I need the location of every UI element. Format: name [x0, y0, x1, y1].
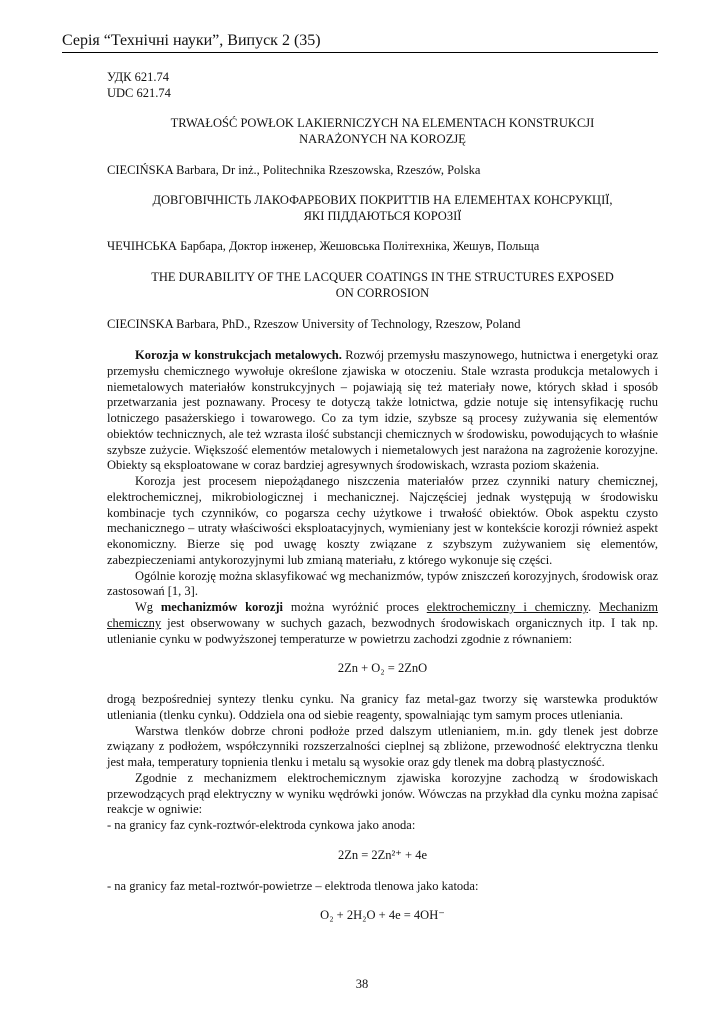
title-english-line2: ON CORROSION	[335, 285, 430, 300]
p4-part-e: .	[588, 600, 599, 614]
section-heading: Korozja w konstrukcjach metalowych.	[135, 348, 342, 362]
title-ukrainian	[107, 193, 658, 224]
title-english-line1: THE DURABILITY OF THE LACQUER COATINGS IN THE STRUCTURES EXPOSED	[151, 270, 614, 284]
equation-3: O₂ + 2H₂O + 4e = 4OH⁻	[320, 908, 445, 923]
paragraph-7: Zgodnie z mechanizmem elektrochemicznym zjawiska korozyjne zachodzą w środowiskach przewodzących prąd elektryczny w wyniku wędrówki jonów. Wówczas na przykład dla cynku można zapisać reakcje w ogniwie:	[107, 770, 658, 817]
author-english: CIECINSKA Barbara, PhD., Rzeszow University of Technology, Rzeszow, Poland	[107, 317, 521, 331]
paragraph-4	[107, 600, 658, 647]
journal-series-header: Серія “Технічні науки”, Випуск 2 (35)	[62, 31, 658, 53]
paragraph-8: - na granicy faz cynk-roztwór-elektroda cynkowa jako anoda:	[107, 818, 416, 832]
author-polish: CIECIŃSKA Barbara, Dr inż., Politechnika Rzeszowska, Rzeszów, Polska	[107, 163, 481, 177]
p4-underlined-mechanism: Mechanizm chemiczny	[107, 600, 658, 630]
udc-uk: УДК 621.74	[107, 70, 169, 84]
equation-1: 2Zn + O₂ = 2ZnO	[337, 661, 428, 676]
article-body	[107, 348, 658, 924]
paragraph-1-text: Rozwój przemysłu maszynowego, hutnictwa i energetyki oraz przemysłu chemicznego wywołuje określone zjawiska w otoczeniu. Stale wzrasta produkcja metalowych i niemetalowych materiałów konstrukcyjnych – pojawiają się też materiały nowe, których skład i sposób przetwarzania jest poznawany. Procesy te dotyczą także lotnictwa, gdzie notuje się intensyfikację ruchu lotniczego pasażerskiego i towarowego. Co za tym idzie, szybsze są procesy zużywania się elementów obiektów technicznych, ale też wzrasta ilość substancji chemicznych w środowisku, powodujących to właśnie szybsze zużycie. Większość elementów metalowych i niemetalowych jest narażona na zagrożenie korozyjne. Obiekty są eksploatowane w coraz bardziej agresywnych środowiskach, wzrasta poziom skażenia.	[107, 348, 659, 473]
author-ukrainian: ЧЕЧІНСЬКА Барбара, Доктор інженер, Жешовська Політехніка, Жешув, Польща	[107, 239, 540, 253]
p4-underlined-term: elektrochemiczny i chemiczny	[426, 600, 589, 614]
title-polish-line2: NARAŻONYCH NA KOROZJĘ	[299, 131, 466, 146]
paragraph-1	[107, 348, 658, 474]
udc-en: UDC 621.74	[107, 85, 171, 100]
title-english	[107, 270, 658, 301]
p4-part-c: można wyróżnić proces	[283, 600, 427, 614]
p4-part-a: Wg	[135, 600, 161, 614]
page-number: 38	[355, 977, 369, 991]
paragraph-3: Ogólnie korozję można sklasyfikować wg mechanizmów, typów zniszczeń korozyjnych, środowisk oraz zastosowań [1, 3].	[107, 568, 658, 599]
title-polish	[107, 116, 658, 147]
title-ukrainian-line1: ДОВГОВІЧНІСТЬ ЛАКОФАРБОВИХ ПОКРИТТІВ НА ЕЛЕМЕНТАХ КОНСРУКЦІЇ,	[152, 193, 613, 207]
paragraph-6: Warstwa tlenków dobrze chroni podłoże przed dalszym utlenianiem, m.in. gdy tlenek jest dobrze związany z podłożem, współczynniki rozszerzalności cieplnej są zbliżone, przewodność elektryczna tlenku jest mała, temperatury topnienia tlenku i metalu są wysokie oraz gdy tlenek ma dobrą plastyczność.	[107, 723, 658, 769]
title-ukrainian-line2: ЯКІ ПІДДАЮТЬСЯ КОРОЗІЇ	[303, 208, 462, 223]
p4-bold-term: mechanizmów korozji	[160, 600, 284, 614]
paragraph-5: drogą bezpośredniej syntezy tlenku cynku. Na granicy faz metal-gaz tworzy się warstewka produktów utleniania (tlenku cynku). Oddziela ona od siebie reagenty, spowalniając tym samym proces utleniania.	[107, 692, 658, 722]
title-polish-line1: TRWAŁOŚĆ POWŁOK LAKIERNICZYCH NA ELEMENTACH KONSTRUKCJI	[170, 116, 595, 130]
paragraph-9: - na granicy faz metal-roztwór-powietrze – elektroda tlenowa jako katoda:	[107, 878, 479, 893]
udc-block	[107, 70, 171, 101]
paragraph-2: Korozja jest procesem niepożądanego niszczenia materiałów przez czynniki natury chemicznej, elektrochemicznej, mikrobiologicznej i mechanicznej. Najczęściej jednak występują w środowisku kombinacje tych czynników, co pogarsza cechy użytkowe i trwałość obiektów. Obok aspektu czysto mechanicznego – utraty właściwości eksploatacyjnych, wymieniany jest w kontekście korozji również aspekt ekonomiczny. Bierze się pod uwagę koszty związane z szybszym zużywaniem się elementów, zabezpieczeniami antykorozyjnymi lub zmianą materiału, z którego wykonuje się części.	[107, 474, 658, 567]
p4-part-g: jest obserwowany w suchych gazach, bezwodnych środowiskach organicznych itp. I tak np. utlenianie cynku w podwyższonej temperaturze w powietrzu zachodzi zgodnie z równaniem:	[107, 615, 658, 646]
equation-2: 2Zn = 2Zn²⁺ + 4e	[337, 847, 427, 862]
